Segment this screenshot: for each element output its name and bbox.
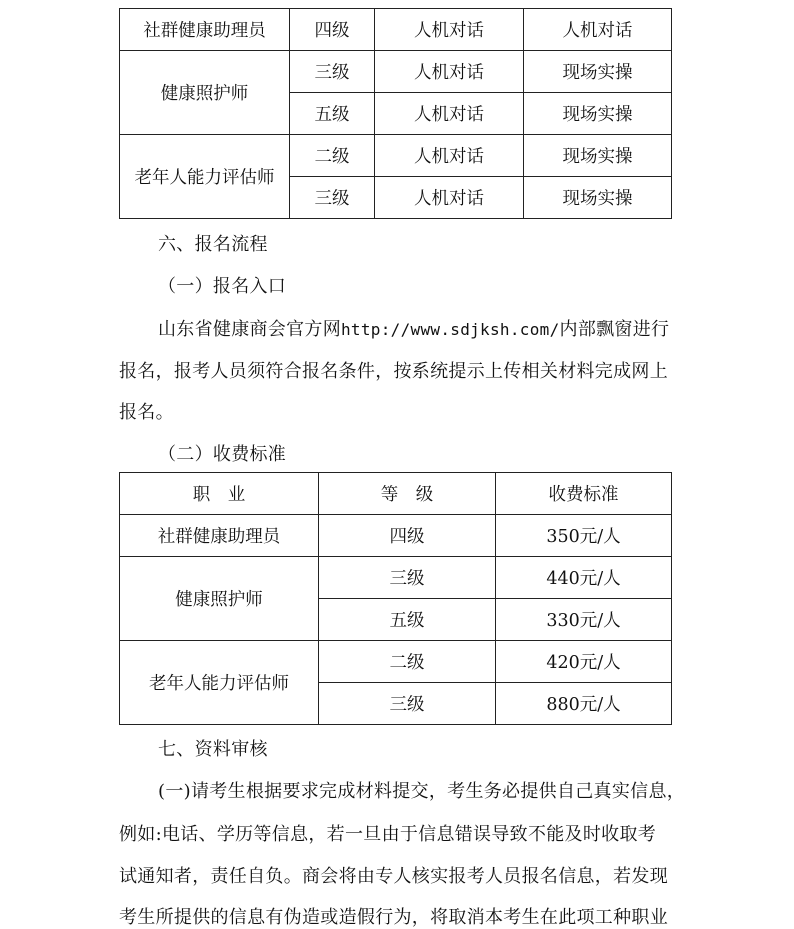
text-span: 山东省健康商会官方网 (158, 319, 341, 340)
fee-cell: 440元/人 (496, 557, 672, 599)
fee-cell: 420元/人 (496, 641, 672, 683)
skill-method-cell: 现场实操 (524, 135, 672, 177)
fee-standard-table (119, 472, 672, 725)
level-cell: 三级 (319, 557, 496, 599)
occupation-cell: 健康照护师 (120, 557, 319, 641)
registration-paragraph-line-2: 报名，报考人员须符合报名条件，按系统提示上传相关材料完成网上 (119, 361, 668, 382)
registration-entry-heading: （一）报名入口 (158, 276, 287, 297)
theory-method-cell: 人机对话 (375, 177, 524, 219)
review-paragraph-line-1: (一)请考生根据要求完成材料提交，考生务必提供自己真实信息， (158, 781, 686, 802)
occupation-cell: 老年人能力评估师 (120, 641, 319, 725)
table-row (120, 9, 672, 51)
level-cell: 三级 (290, 177, 375, 219)
table-header-row (120, 473, 672, 515)
fee-cell: 880元/人 (496, 683, 672, 725)
review-paragraph-line-4: 考生所提供的信息有伪造或造假行为，将取消本考生在此项工种职业 (119, 907, 668, 928)
fee-cell: 330元/人 (496, 599, 672, 641)
fee-cell: 350元/人 (496, 515, 672, 557)
level-cell: 三级 (290, 51, 375, 93)
table-row (120, 557, 672, 599)
registration-paragraph-line-1 (158, 315, 669, 341)
level-cell: 五级 (319, 599, 496, 641)
review-paragraph-line-2: 例如:电话、学历等信息，若一旦由于信息错误导致不能及时收取考 (119, 824, 657, 845)
table-row (120, 135, 672, 177)
theory-method-cell: 人机对话 (375, 135, 524, 177)
theory-method-cell: 人机对话 (375, 93, 524, 135)
header-level: 等 级 (319, 473, 496, 515)
header-occupation: 职 业 (120, 473, 319, 515)
skill-method-cell: 现场实操 (524, 177, 672, 219)
level-cell: 四级 (290, 9, 375, 51)
website-url-link[interactable]: http://www.sdjksh.com/ (341, 320, 560, 339)
header-fee: 收费标准 (496, 473, 672, 515)
section-6-heading: 六、报名流程 (158, 234, 268, 255)
level-cell: 二级 (290, 135, 375, 177)
occupation-cell: 社群健康助理员 (120, 515, 319, 557)
theory-method-cell: 人机对话 (375, 51, 524, 93)
skill-method-cell: 现场实操 (524, 51, 672, 93)
fee-standard-heading: （二）收费标准 (158, 444, 287, 465)
level-cell: 二级 (319, 641, 496, 683)
registration-paragraph-line-3: 报名。 (119, 402, 174, 423)
table-row (120, 641, 672, 683)
occupation-cell: 社群健康助理员 (120, 9, 290, 51)
skill-method-cell: 人机对话 (524, 9, 672, 51)
text-span: 内部飘窗进行 (559, 319, 670, 340)
review-paragraph-line-3: 试通知者，责任自负。商会将由专人核实报考人员报名信息，若发现 (119, 866, 668, 887)
level-cell: 三级 (319, 683, 496, 725)
table-row (120, 51, 672, 93)
table-row (120, 515, 672, 557)
skill-method-cell: 现场实操 (524, 93, 672, 135)
level-cell: 五级 (290, 93, 375, 135)
level-cell: 四级 (319, 515, 496, 557)
occupation-cell: 老年人能力评估师 (120, 135, 290, 219)
occupation-cell: 健康照护师 (120, 51, 290, 135)
theory-method-cell: 人机对话 (375, 9, 524, 51)
section-7-heading: 七、资料审核 (158, 739, 268, 760)
exam-method-table (119, 8, 672, 219)
